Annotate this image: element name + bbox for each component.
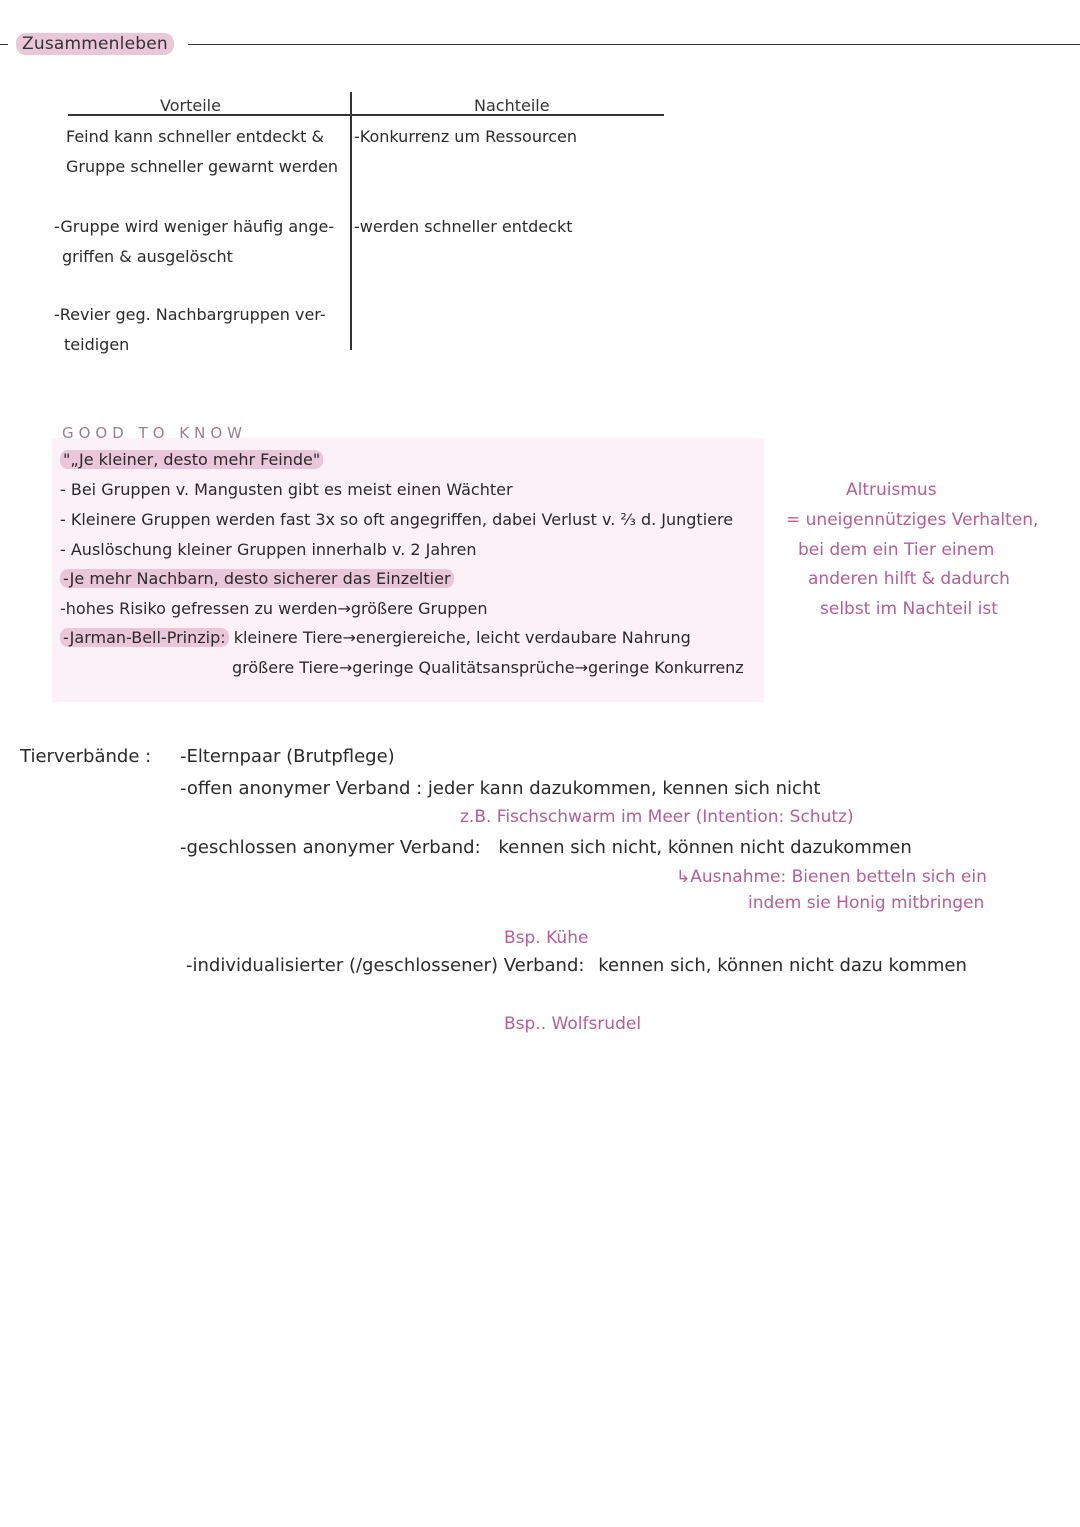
- jarman-line: größere Tiere→geringe Qualitätsansprüche→geringe Konkurrenz: [232, 658, 744, 677]
- gtk-item: - Kleinere Gruppen werden fast 3x so oft angegriffen, dabei Verlust v. ²⁄₃ d. Jungtiere: [60, 510, 734, 529]
- pro-line: -Gruppe wird weniger häufig ange-: [54, 217, 335, 236]
- altruismus-line: bei dem ein Tier einem: [798, 540, 995, 560]
- pro-item: [54, 212, 334, 272]
- pro-line: griffen & ausgelöscht: [62, 247, 233, 266]
- pros-header: Vorteile: [160, 96, 221, 115]
- table-vertical-rule: [350, 92, 352, 350]
- individualisiert-desc: kennen sich, können nicht dazu kommen: [598, 955, 967, 976]
- altruismus-line: = uneigennütziges Verhalten,: [786, 510, 1039, 530]
- gtk-item: [60, 450, 323, 469]
- ausnahme-line: indem sie Honig mitbringen: [748, 893, 985, 913]
- gtk-highlight: "„Je kleiner, desto mehr Feinde": [60, 450, 323, 469]
- pro-line: -Revier geg. Nachbargruppen ver-: [54, 305, 326, 324]
- wolf-example: Bsp.. Wolfsrudel: [504, 1014, 642, 1034]
- offen-example: z.B. Fischschwarm im Meer (Intention: Schutz): [460, 807, 854, 827]
- cons-header: Nachteile: [474, 96, 550, 115]
- kuhe-example: Bsp. Kühe: [504, 928, 589, 948]
- pro-line: Gruppe schneller gewarnt werden: [66, 157, 339, 176]
- geschlossen-desc: kennen sich nicht, können nicht dazukommen: [498, 837, 912, 858]
- jarman-line: kleinere Tiere→energiereiche, leicht verdaubare Nahrung: [233, 628, 691, 647]
- pro-item: [54, 300, 326, 360]
- geschlossen-term: -geschlossen anonymer Verband:: [180, 837, 481, 858]
- altruismus-line: anderen hilft & dadurch: [808, 569, 1010, 589]
- individualisierter-verband: [186, 955, 967, 976]
- con-item: -Konkurrenz um Ressourcen: [354, 127, 577, 146]
- geschlossen-anonymer-verband: [180, 837, 912, 858]
- table-horizontal-rule: [68, 114, 664, 116]
- elternpaar: -Elternpaar (Brutpflege): [180, 746, 395, 767]
- altruismus-title: Altruismus: [846, 480, 937, 500]
- page-title: Zusammenleben: [16, 33, 174, 55]
- offen-anonymer-verband: -offen anonymer Verband : jeder kann dazukommen, kennen sich nicht: [180, 778, 821, 799]
- tierverbaende-label: Tierverbände :: [20, 746, 152, 767]
- con-item: -werden schneller entdeckt: [354, 217, 573, 236]
- gtk-item: [60, 569, 454, 588]
- altruismus-line: selbst im Nachteil ist: [820, 599, 998, 619]
- individualisiert-term: -individualisierter (/geschlossener) Verband:: [186, 955, 585, 976]
- gtk-item: - Bei Gruppen v. Mangusten gibt es meist einen Wächter: [60, 480, 513, 499]
- pro-line: Feind kann schneller entdeckt &: [66, 127, 324, 146]
- pro-item: [66, 122, 338, 182]
- good-to-know-label: GOOD TO KNOW: [62, 424, 247, 442]
- gtk-item-jarman: [60, 628, 691, 647]
- gtk-highlight: -Je mehr Nachbarn, desto sicherer das Einzeltier: [60, 569, 454, 588]
- gtk-highlight: -Jarman-Bell-Prinzip:: [60, 628, 229, 647]
- pro-line: teidigen: [64, 335, 130, 354]
- gtk-item: -hohes Risiko gefressen zu werden→größere Gruppen: [60, 599, 488, 618]
- gtk-item: - Auslöschung kleiner Gruppen innerhalb v. 2 Jahren: [60, 540, 477, 559]
- ausnahme-line: ↳Ausnahme: Bienen betteln sich ein: [676, 867, 987, 887]
